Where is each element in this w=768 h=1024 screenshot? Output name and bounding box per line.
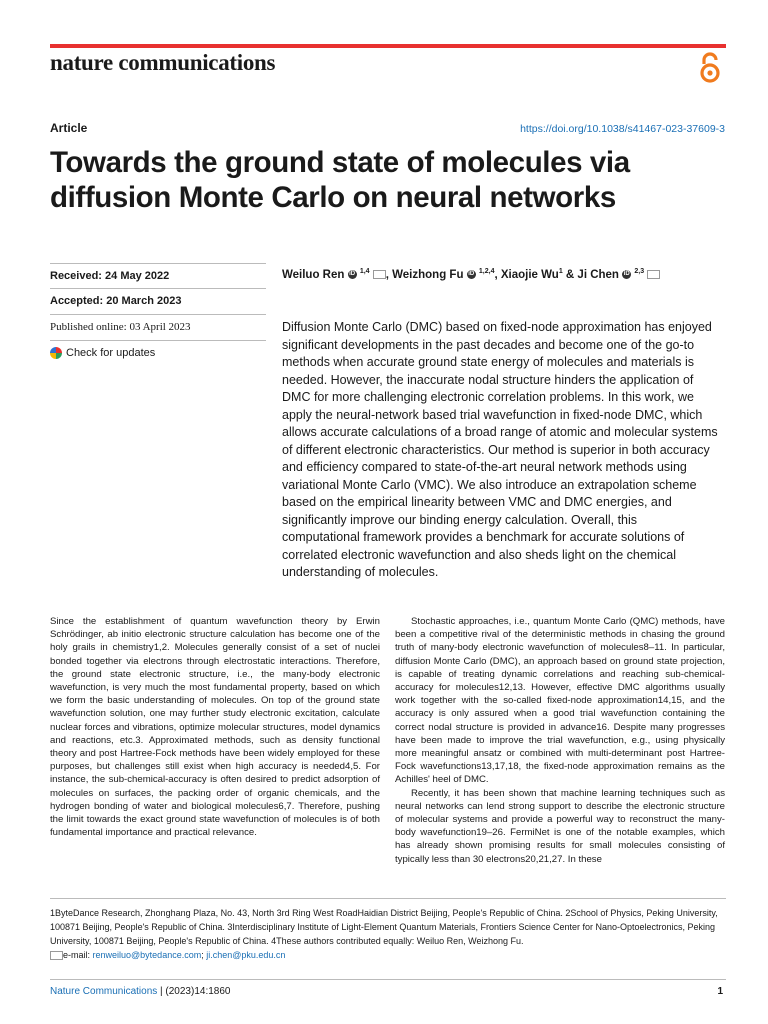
email-envelope-icon bbox=[50, 951, 63, 960]
check-updates-icon bbox=[50, 347, 62, 359]
email-envelope-icon[interactable] bbox=[647, 270, 660, 279]
correspondence-emails bbox=[50, 948, 726, 962]
orcid-icon[interactable]: iD bbox=[349, 271, 356, 278]
author-affiliation: 2,3 bbox=[634, 268, 645, 275]
author-name[interactable]: Weizhong Fu bbox=[392, 268, 464, 281]
email-separator: ; bbox=[201, 950, 207, 960]
author-affiliation: 1 bbox=[558, 268, 563, 275]
affiliations-text: 1ByteDance Research, Zhonghang Plaza, No. 43, North 3rd Ring West RoadHaidian District Beijing, People's Republic of China. 2School of Physics, Peking University, 100871 Beijing, People's Republic of China. 3Interdisciplinary Institute of Light-Element Quantum Materials, Frontiers Science Center for Nano-Optoelectronics, Peking University, 100871 Beijing, People's Republic of China. 4These authors contributed equally: Weiluo Ren, Weizhong Fu. bbox=[50, 908, 718, 946]
email-link[interactable]: renweiluo@bytedance.com bbox=[92, 950, 202, 960]
footnote-divider bbox=[50, 898, 726, 899]
author-separator: , bbox=[494, 268, 501, 281]
check-updates-label: Check for updates bbox=[66, 347, 156, 359]
journal-name: nature communications bbox=[50, 50, 276, 75]
page-number: 1 bbox=[717, 986, 723, 997]
author-name[interactable]: Ji Chen bbox=[577, 268, 619, 281]
footer-citation bbox=[50, 986, 230, 997]
author-list bbox=[282, 268, 732, 281]
orcid-icon[interactable]: iD bbox=[623, 271, 630, 278]
body-paragraph: Since the establishment of quantum wavefunction theory by Erwin Schrödinger, ab initio electronic structure calculation has become one of the holy grails in chemistry1,2. Molecules generally consist of a set of nuclei bonded together via electrons through electrostatic interactions. Therefore, the ground state electronic structure, i.e., the many-body electronic wavefunction, is very much the most fundamental property, based on which we form the basic understanding of molecules. On top of the ground state wavefunction solution, one may further study electronic excitation, calculate nuclear forces and vibrations, optimize molecular structures, model dynamics and reactions, etc.3. Approximated methods, such as density functional theory and post Hartree-Fock methods have been widely employed for these purposes, but challenges still exist when high accuracy is needed4,5. For instance, the sub-chemical-accuracy is often desired to predict adsorption of molecules on surfaces, the packing order of organic chemicals, and the hydrogen bonding of water and biological molecules6,7. Therefore, pushing the limit towards the exact ground state wavefunction of molecules is of both fundamental importance and practical relevance. bbox=[50, 616, 380, 839]
orcid-icon[interactable]: iD bbox=[468, 271, 475, 278]
email-link[interactable]: ji.chen@pku.edu.cn bbox=[206, 950, 286, 960]
header-accent-bar bbox=[50, 44, 726, 48]
doi-link[interactable]: https://doi.org/10.1038/s41467-023-37609-3 bbox=[520, 123, 725, 135]
email-envelope-icon[interactable] bbox=[373, 270, 386, 279]
footer-citation-text: | (2023)14:1860 bbox=[157, 986, 231, 997]
footer-divider bbox=[50, 979, 726, 980]
email-label: e-mail: bbox=[63, 950, 93, 960]
meta-divider bbox=[50, 288, 266, 289]
meta-divider bbox=[50, 263, 266, 264]
author-affiliation: 1,4 bbox=[359, 268, 370, 275]
author-separator: & bbox=[562, 268, 578, 281]
abstract: Diffusion Monte Carlo (DMC) based on fixed-node approximation has enjoyed significant developments in the past decades and become one of the go-to methods when accurate ground state energy of molecules and materials is needed. However, the inaccurate nodal structure hinders the application of DMC for more challenging electronic correlation problems. In this work, we apply the neural-network based trial wavefunction in fixed-node DMC, which allows accurate calculations of a broad range of atomic and molecular systems of different electronic characteristics. Our method is superior in both accuracy and efficiency compared to state-of-the-art neural network methods using variational Monte Carlo (VMC). We also introduce an extrapolation scheme based on the empirical linearity between VMC and DMC energies, and significantly improve our binding energy calculation. Overall, this computational framework provides a benchmark for accurate solutions of correlated electronic wavefunction and also sheds light on the chemical understanding of molecules. bbox=[282, 320, 718, 579]
body-column-right bbox=[395, 615, 725, 866]
body-column-left bbox=[50, 615, 380, 839]
body-paragraph: Recently, it has been shown that machine learning techniques such as neural networks can lend strong support to describe the electronic structure of molecular systems and provide a powerful way to reconstruct the many-body wavefunction19–26. FermiNet is one of the notable examples, which has already shown promising results for small molecules consisting of typically less than 30 electrons20,21,27. In these bbox=[395, 787, 725, 865]
meta-divider bbox=[50, 340, 266, 341]
meta-divider bbox=[50, 314, 266, 315]
author-name[interactable]: Weiluo Ren bbox=[282, 268, 345, 281]
check-updates-button[interactable] bbox=[50, 347, 266, 359]
author-name[interactable]: Xiaojie Wu bbox=[500, 268, 559, 281]
article-type-label: Article bbox=[50, 121, 88, 135]
author-separator: , bbox=[385, 268, 393, 281]
paper-title: Towards the ground state of molecules via diffusion Monte Carlo on neural networks bbox=[50, 146, 630, 214]
body-paragraph: Stochastic approaches, i.e., quantum Monte Carlo (QMC) methods, have been a competitive rival of the deterministic methods in chasing the ground truth of many-body electronic wavefunction of molecules8–11. In particular, diffusion Monte Carlo (DMC), an approach based on ground state projection, is capable of treating dynamic correlations and reaching sub-chemical-accuracy for molecules12,13. However, effective DMC algorithms usually work together with the so-called fixed-node approximation14,15, and the accuracy is only assured when a good trial wavefunction containing the correct nodal structure is provided in advance16. Despite many progresses have been made to improve the trial wavefunction, e.g., using physically more meaningful ansatz or combined with multi-determinant post Hartree-Fock wavefunctions13,17,18, the fixed-node approximation remains as the Achilles' heel of DMC. bbox=[395, 616, 725, 786]
footer-journal-link[interactable]: Nature Communications bbox=[50, 986, 158, 997]
footnotes bbox=[50, 906, 726, 962]
published-date: Published online: 03 April 2023 bbox=[50, 321, 191, 333]
accepted-date: Accepted: 20 March 2023 bbox=[50, 295, 182, 307]
received-date: Received: 24 May 2022 bbox=[50, 270, 170, 282]
open-access-icon bbox=[697, 52, 723, 84]
author-affiliation: 1,2,4 bbox=[478, 268, 495, 275]
